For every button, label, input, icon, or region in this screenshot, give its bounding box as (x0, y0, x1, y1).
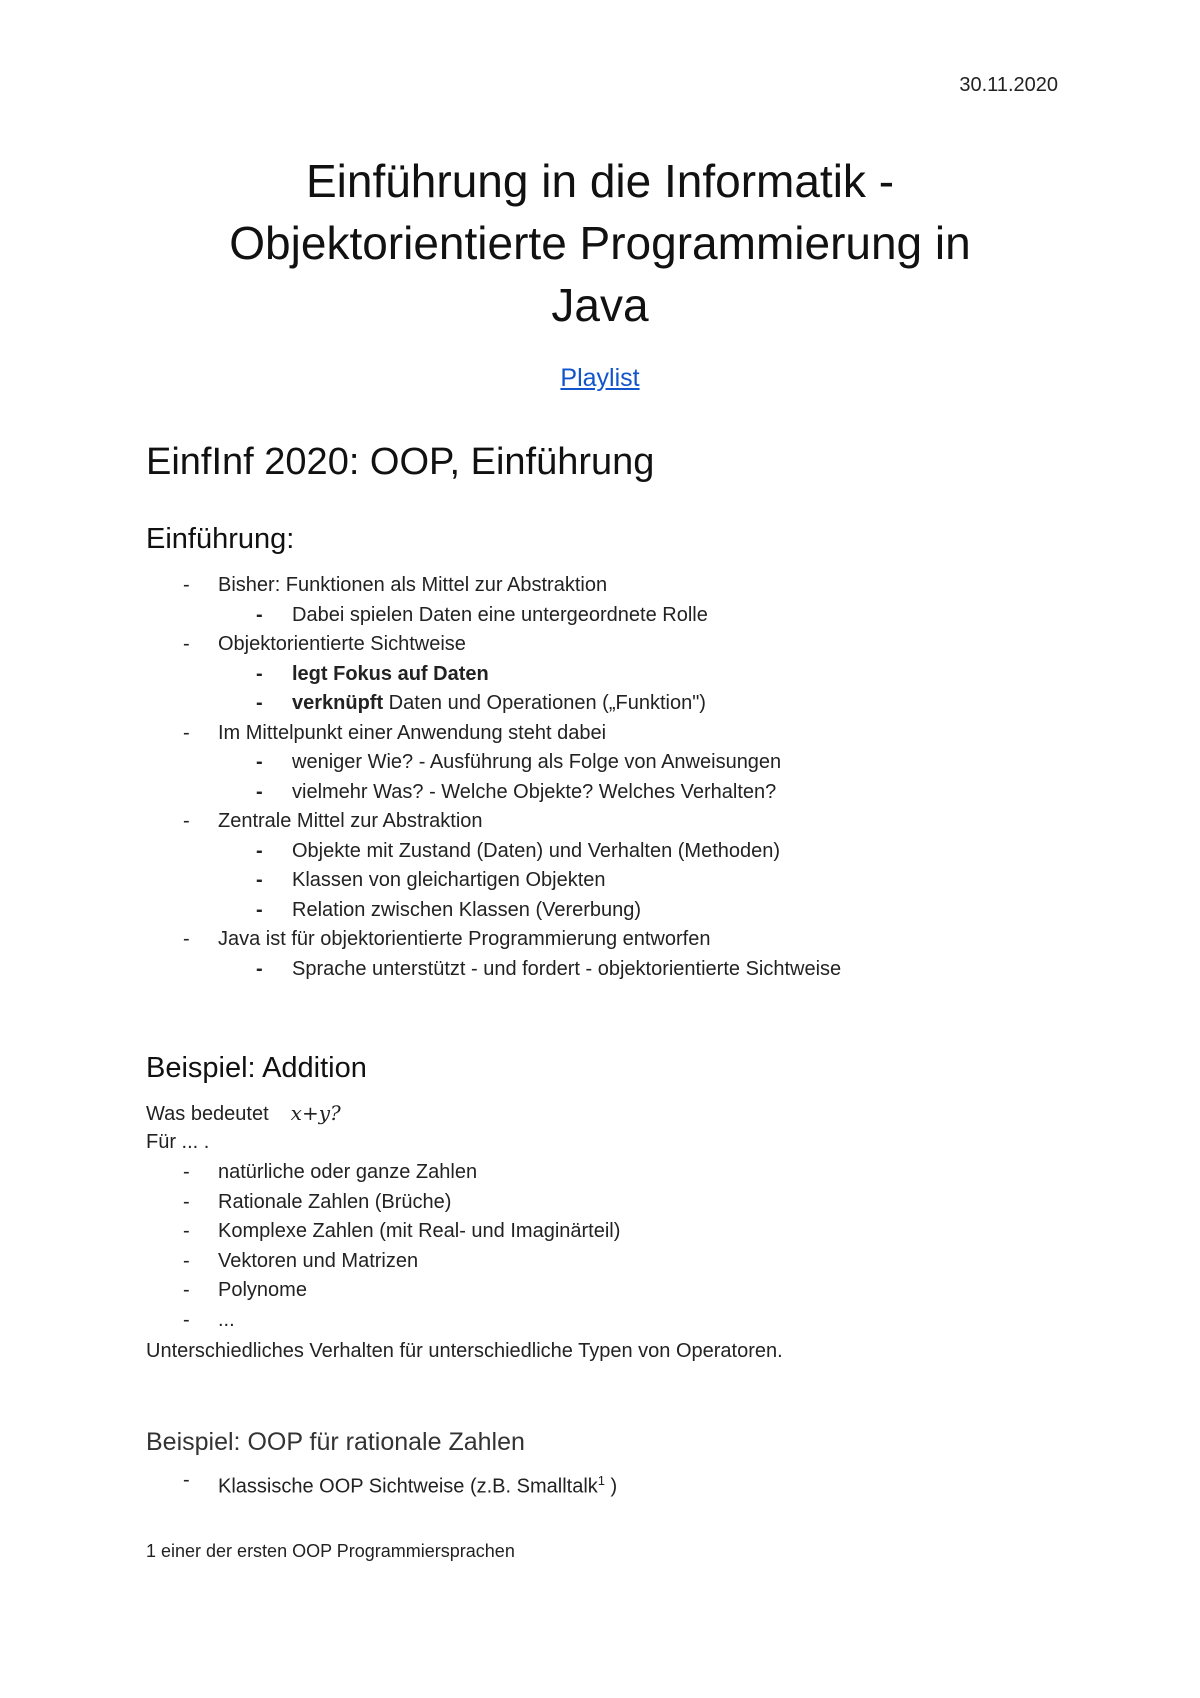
list-item (146, 660, 841, 690)
title-line-1: Einführung in die Informatik - (305, 155, 895, 207)
list-item: - Bisher: Funktionen als Mittel zur Abstraktion (146, 571, 841, 601)
question-text: Was bedeutet (146, 1103, 269, 1125)
section-heading: EinfInf 2020: OOP, Einführung (146, 441, 655, 483)
list-item: - vielmehr Was? - Welche Objekte? Welches Verhalten? (146, 778, 841, 808)
list-item: - ... (146, 1306, 620, 1336)
list-item: - Komplexe Zahlen (mit Real- und Imaginärteil) (146, 1217, 620, 1247)
list-item: - Sprache unterstützt - und fordert - objektorientierte Sichtweise (146, 955, 841, 985)
footnote: 1 einer der ersten OOP Programmiersprachen (146, 1541, 515, 1561)
list-item: - Im Mittelpunkt einer Anwendung steht dabei (146, 719, 841, 749)
list-item: - weniger Wie? - Ausführung als Folge von Anweisungen (146, 748, 841, 778)
bold-text: verknüpft (292, 692, 384, 714)
list-item: - Polynome (146, 1276, 620, 1306)
list-item: - Relation zwischen Klassen (Vererbung) (146, 896, 841, 926)
playlist-link[interactable]: Playlist (560, 364, 640, 392)
list-item: - Objektorientierte Sichtweise (146, 630, 841, 660)
title-line-3: Java (551, 279, 649, 331)
document-date: 30.11.2020 (959, 74, 1058, 96)
rational-list (146, 1466, 617, 1502)
list-item: - natürliche oder ganze Zahlen (146, 1158, 620, 1188)
list-item (146, 689, 841, 719)
math-formula: x+y? (290, 1101, 341, 1125)
intro-heading: Einführung: (146, 523, 295, 555)
bold-text: legt Fokus auf Daten (292, 662, 489, 685)
addition-conclusion: Unterschiedliches Verhalten für unterschiedliche Typen von Operatoren. (146, 1340, 783, 1362)
list-item (146, 1466, 617, 1502)
list-item: - Java ist für objektorientierte Programmierung entworfen (146, 925, 841, 955)
list-item: - Rationale Zahlen (Brüche) (146, 1188, 620, 1218)
list-item: - Vektoren und Matrizen (146, 1247, 620, 1277)
title-line-2: Objektorientierte Programmierung in (229, 217, 971, 269)
list-item-end: ) (605, 1475, 618, 1498)
footnote-marker: 1 (597, 1473, 605, 1488)
intro-list (146, 571, 841, 984)
addition-list (146, 1158, 620, 1335)
addition-question (146, 1101, 341, 1126)
list-item: - Dabei spielen Daten eine untergeordnete Rolle (146, 601, 841, 631)
playlist-link-container (0, 364, 1200, 393)
list-item: - Klassen von gleichartigen Objekten (146, 866, 841, 896)
document-title (0, 150, 1200, 336)
list-item-text: Klassische OOP Sichtweise (z.B. Smalltalk (218, 1475, 598, 1498)
list-item-text: Daten und Operationen („Funktion") (383, 692, 706, 714)
list-item: - Zentrale Mittel zur Abstraktion (146, 807, 841, 837)
addition-fuer: Für ... . (146, 1131, 210, 1153)
rational-heading: Beispiel: OOP für rationale Zahlen (146, 1428, 525, 1456)
addition-heading: Beispiel: Addition (146, 1052, 367, 1084)
list-item: - Objekte mit Zustand (Daten) und Verhalten (Methoden) (146, 837, 841, 867)
